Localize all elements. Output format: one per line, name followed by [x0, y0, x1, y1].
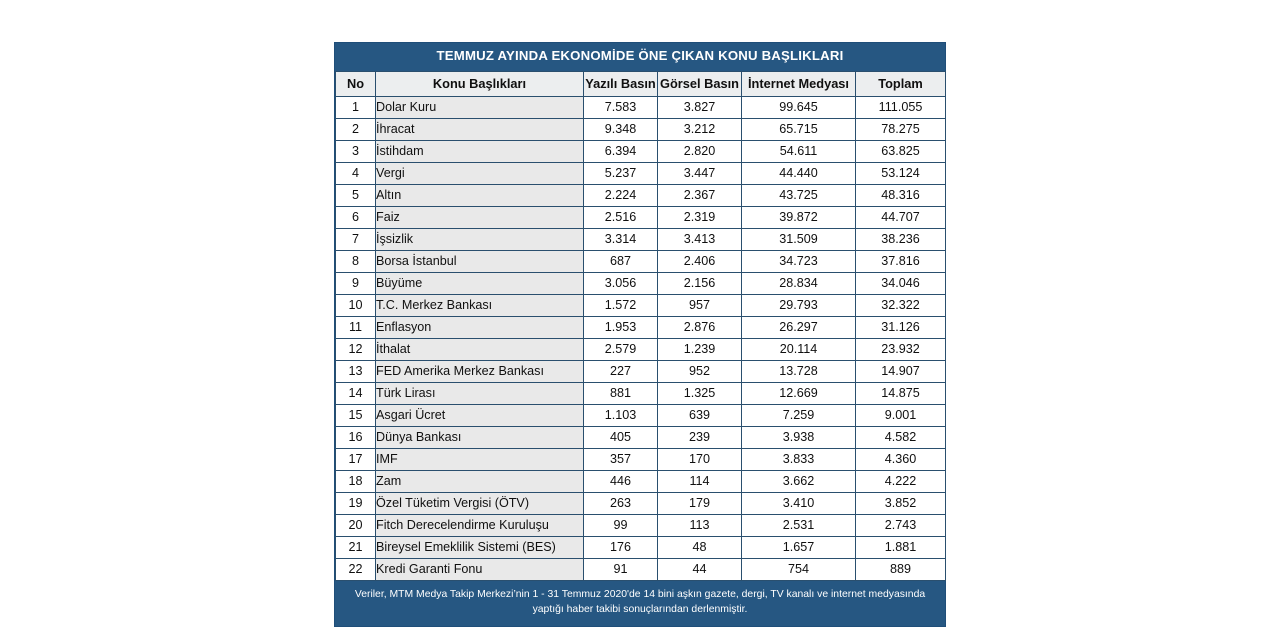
- row-cell-gorsel: 44: [658, 558, 742, 580]
- table-header: [336, 71, 946, 96]
- row-cell-topic: İşsizlik: [376, 228, 584, 250]
- table-row[interactable]: [336, 360, 946, 382]
- row-cell-yazili: 3.056: [584, 272, 658, 294]
- row-cell-internet: 12.669: [742, 382, 856, 404]
- table-body: [336, 96, 946, 580]
- row-cell-gorsel: 3.212: [658, 118, 742, 140]
- row-cell-topic: Borsa İstanbul: [376, 250, 584, 272]
- row-cell-toplam: 9.001: [856, 404, 946, 426]
- row-cell-topic: Büyüme: [376, 272, 584, 294]
- row-cell-no: 11: [336, 316, 376, 338]
- row-cell-no: 9: [336, 272, 376, 294]
- row-cell-internet: 39.872: [742, 206, 856, 228]
- row-cell-gorsel: 957: [658, 294, 742, 316]
- column-header-topic[interactable]: Konu Başlıkları: [376, 71, 584, 96]
- row-cell-toplam: 23.932: [856, 338, 946, 360]
- table-footer-note: Veriler, MTM Medya Takip Merkezi’nin 1 - 31 Temmuz 2020'de 14 bini aşkın gazete, dergi, TV kanalı ve internet medyasında yaptığı haber takibi sonuçlarından derlenmiştir.: [335, 581, 945, 626]
- row-cell-toplam: 34.046: [856, 272, 946, 294]
- row-cell-gorsel: 2.406: [658, 250, 742, 272]
- row-cell-topic: Asgari Ücret: [376, 404, 584, 426]
- row-cell-internet: 31.509: [742, 228, 856, 250]
- row-cell-toplam: 2.743: [856, 514, 946, 536]
- row-cell-yazili: 6.394: [584, 140, 658, 162]
- row-cell-yazili: 687: [584, 250, 658, 272]
- row-cell-no: 20: [336, 514, 376, 536]
- row-cell-no: 5: [336, 184, 376, 206]
- row-cell-no: 22: [336, 558, 376, 580]
- media-topics-table: [335, 71, 946, 581]
- row-cell-topic: Zam: [376, 470, 584, 492]
- row-cell-topic: İstihdam: [376, 140, 584, 162]
- row-cell-toplam: 31.126: [856, 316, 946, 338]
- row-cell-toplam: 32.322: [856, 294, 946, 316]
- row-cell-toplam: 4.582: [856, 426, 946, 448]
- row-cell-yazili: 357: [584, 448, 658, 470]
- row-cell-yazili: 1.572: [584, 294, 658, 316]
- table-row[interactable]: [336, 316, 946, 338]
- row-cell-no: 3: [336, 140, 376, 162]
- row-cell-gorsel: 48: [658, 536, 742, 558]
- row-cell-gorsel: 3.413: [658, 228, 742, 250]
- row-cell-topic: Kredi Garanti Fonu: [376, 558, 584, 580]
- row-cell-toplam: 3.852: [856, 492, 946, 514]
- table-row[interactable]: [336, 448, 946, 470]
- row-cell-no: 4: [336, 162, 376, 184]
- row-cell-topic: Altın: [376, 184, 584, 206]
- table-row[interactable]: [336, 250, 946, 272]
- row-cell-yazili: 176: [584, 536, 658, 558]
- row-cell-topic: Türk Lirası: [376, 382, 584, 404]
- row-cell-internet: 54.611: [742, 140, 856, 162]
- column-header-no[interactable]: No: [336, 71, 376, 96]
- row-cell-topic: Dünya Bankası: [376, 426, 584, 448]
- row-cell-internet: 28.834: [742, 272, 856, 294]
- row-cell-internet: 29.793: [742, 294, 856, 316]
- row-cell-gorsel: 2.876: [658, 316, 742, 338]
- table-title: TEMMUZ AYINDA EKONOMİDE ÖNE ÇIKAN KONU BAŞLIKLARI: [335, 43, 945, 71]
- row-cell-internet: 13.728: [742, 360, 856, 382]
- row-cell-gorsel: 1.325: [658, 382, 742, 404]
- statistics-table-card: [334, 42, 946, 627]
- row-cell-toplam: 37.816: [856, 250, 946, 272]
- table-row[interactable]: [336, 426, 946, 448]
- row-cell-toplam: 44.707: [856, 206, 946, 228]
- row-cell-gorsel: 170: [658, 448, 742, 470]
- row-cell-internet: 2.531: [742, 514, 856, 536]
- row-cell-no: 2: [336, 118, 376, 140]
- row-cell-toplam: 78.275: [856, 118, 946, 140]
- table-row[interactable]: [336, 184, 946, 206]
- row-cell-toplam: 48.316: [856, 184, 946, 206]
- row-cell-toplam: 38.236: [856, 228, 946, 250]
- table-row[interactable]: [336, 514, 946, 536]
- row-cell-topic: İthalat: [376, 338, 584, 360]
- row-cell-topic: Özel Tüketim Vergisi (ÖTV): [376, 492, 584, 514]
- row-cell-internet: 26.297: [742, 316, 856, 338]
- row-cell-yazili: 3.314: [584, 228, 658, 250]
- row-cell-yazili: 91: [584, 558, 658, 580]
- column-header-internet[interactable]: İnternet Medyası: [742, 71, 856, 96]
- row-cell-no: 18: [336, 470, 376, 492]
- row-cell-topic: İhracat: [376, 118, 584, 140]
- row-cell-topic: IMF: [376, 448, 584, 470]
- row-cell-internet: 65.715: [742, 118, 856, 140]
- table-row[interactable]: [336, 140, 946, 162]
- row-cell-gorsel: 113: [658, 514, 742, 536]
- table-row[interactable]: [336, 272, 946, 294]
- row-cell-yazili: 1.953: [584, 316, 658, 338]
- row-cell-gorsel: 179: [658, 492, 742, 514]
- row-cell-gorsel: 2.820: [658, 140, 742, 162]
- row-cell-internet: 3.833: [742, 448, 856, 470]
- row-cell-internet: 7.259: [742, 404, 856, 426]
- row-cell-internet: 34.723: [742, 250, 856, 272]
- row-cell-toplam: 4.360: [856, 448, 946, 470]
- table-row[interactable]: [336, 294, 946, 316]
- row-cell-yazili: 227: [584, 360, 658, 382]
- row-cell-no: 13: [336, 360, 376, 382]
- row-cell-yazili: 881: [584, 382, 658, 404]
- table-row[interactable]: [336, 96, 946, 118]
- row-cell-yazili: 5.237: [584, 162, 658, 184]
- row-cell-internet: 754: [742, 558, 856, 580]
- row-cell-no: 1: [336, 96, 376, 118]
- row-cell-no: 10: [336, 294, 376, 316]
- row-cell-internet: 99.645: [742, 96, 856, 118]
- table-row[interactable]: [336, 382, 946, 404]
- row-cell-internet: 20.114: [742, 338, 856, 360]
- table-row[interactable]: [336, 470, 946, 492]
- table-row[interactable]: [336, 118, 946, 140]
- row-cell-toplam: 111.055: [856, 96, 946, 118]
- row-cell-toplam: 14.907: [856, 360, 946, 382]
- row-cell-toplam: 53.124: [856, 162, 946, 184]
- row-cell-gorsel: 2.319: [658, 206, 742, 228]
- row-cell-internet: 3.410: [742, 492, 856, 514]
- row-cell-no: 8: [336, 250, 376, 272]
- row-cell-internet: 44.440: [742, 162, 856, 184]
- row-cell-gorsel: 1.239: [658, 338, 742, 360]
- row-cell-topic: T.C. Merkez Bankası: [376, 294, 584, 316]
- column-header-gorsel[interactable]: Görsel Basın: [658, 71, 742, 96]
- column-header-yazili[interactable]: Yazılı Basın: [584, 71, 658, 96]
- row-cell-no: 6: [336, 206, 376, 228]
- table-header-row: [336, 71, 946, 96]
- row-cell-gorsel: 3.447: [658, 162, 742, 184]
- row-cell-yazili: 7.583: [584, 96, 658, 118]
- row-cell-toplam: 4.222: [856, 470, 946, 492]
- row-cell-gorsel: 639: [658, 404, 742, 426]
- row-cell-no: 16: [336, 426, 376, 448]
- row-cell-yazili: 263: [584, 492, 658, 514]
- row-cell-toplam: 63.825: [856, 140, 946, 162]
- row-cell-gorsel: 2.156: [658, 272, 742, 294]
- row-cell-toplam: 14.875: [856, 382, 946, 404]
- row-cell-internet: 1.657: [742, 536, 856, 558]
- row-cell-topic: Faiz: [376, 206, 584, 228]
- row-cell-internet: 3.662: [742, 470, 856, 492]
- row-cell-no: 14: [336, 382, 376, 404]
- table-row[interactable]: [336, 536, 946, 558]
- table-row[interactable]: [336, 206, 946, 228]
- row-cell-no: 7: [336, 228, 376, 250]
- row-cell-gorsel: 114: [658, 470, 742, 492]
- row-cell-topic: FED Amerika Merkez Bankası: [376, 360, 584, 382]
- row-cell-internet: 43.725: [742, 184, 856, 206]
- row-cell-topic: Dolar Kuru: [376, 96, 584, 118]
- row-cell-topic: Bireysel Emeklilik Sistemi (BES): [376, 536, 584, 558]
- table-row[interactable]: [336, 558, 946, 580]
- column-header-toplam[interactable]: Toplam: [856, 71, 946, 96]
- row-cell-gorsel: 952: [658, 360, 742, 382]
- table-row[interactable]: [336, 404, 946, 426]
- row-cell-yazili: 99: [584, 514, 658, 536]
- row-cell-no: 19: [336, 492, 376, 514]
- table-row[interactable]: [336, 162, 946, 184]
- row-cell-topic: Enflasyon: [376, 316, 584, 338]
- row-cell-gorsel: 3.827: [658, 96, 742, 118]
- row-cell-toplam: 1.881: [856, 536, 946, 558]
- row-cell-yazili: 405: [584, 426, 658, 448]
- table-row[interactable]: [336, 228, 946, 250]
- table-row[interactable]: [336, 492, 946, 514]
- row-cell-no: 21: [336, 536, 376, 558]
- row-cell-topic: Fitch Derecelendirme Kuruluşu: [376, 514, 584, 536]
- row-cell-no: 15: [336, 404, 376, 426]
- row-cell-yazili: 446: [584, 470, 658, 492]
- row-cell-yazili: 9.348: [584, 118, 658, 140]
- row-cell-yazili: 2.579: [584, 338, 658, 360]
- row-cell-topic: Vergi: [376, 162, 584, 184]
- row-cell-toplam: 889: [856, 558, 946, 580]
- row-cell-yazili: 2.516: [584, 206, 658, 228]
- row-cell-no: 17: [336, 448, 376, 470]
- row-cell-yazili: 1.103: [584, 404, 658, 426]
- row-cell-yazili: 2.224: [584, 184, 658, 206]
- row-cell-no: 12: [336, 338, 376, 360]
- row-cell-gorsel: 239: [658, 426, 742, 448]
- row-cell-internet: 3.938: [742, 426, 856, 448]
- table-row[interactable]: [336, 338, 946, 360]
- row-cell-gorsel: 2.367: [658, 184, 742, 206]
